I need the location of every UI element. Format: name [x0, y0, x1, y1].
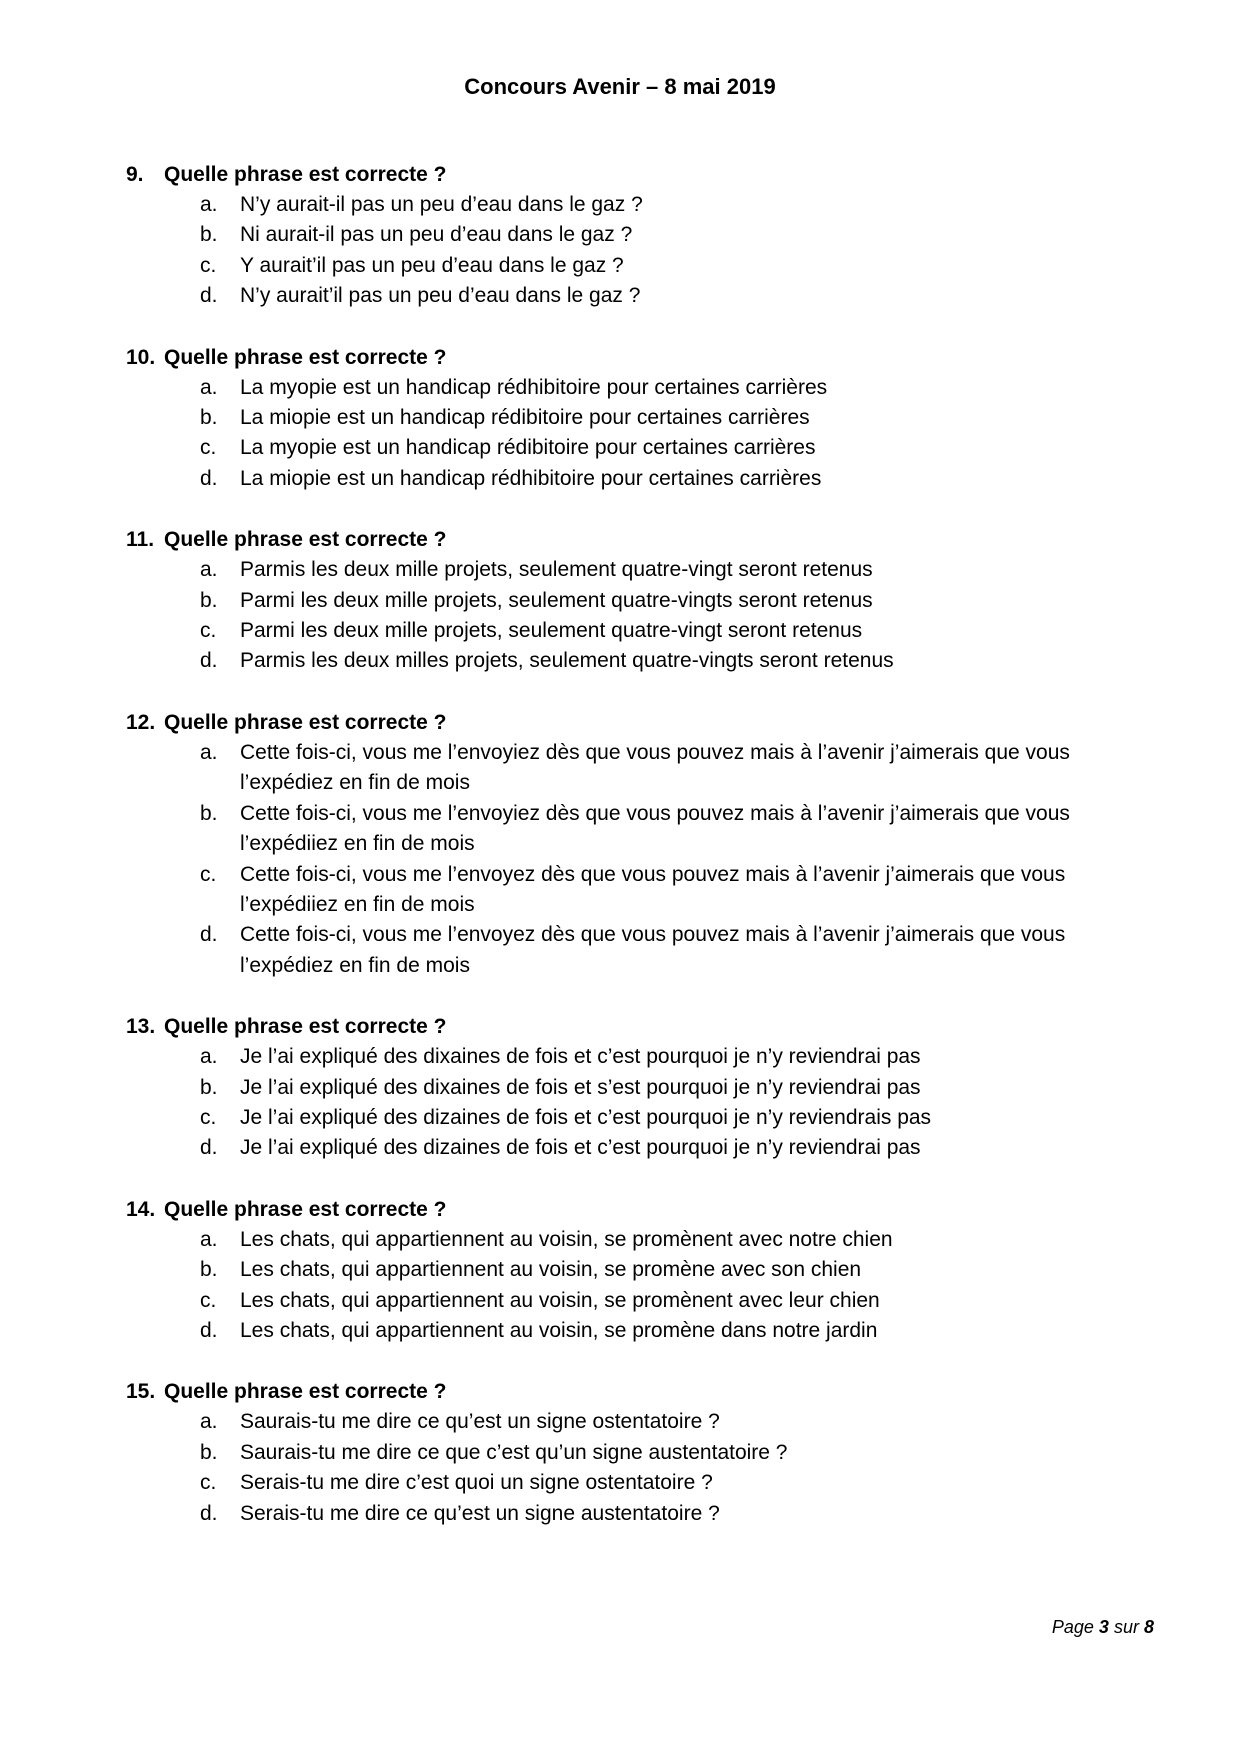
- question-title: [126, 1012, 1136, 1042]
- option-c: [126, 616, 1136, 646]
- question-title: [126, 708, 1136, 738]
- option-b: [126, 1255, 1136, 1285]
- option-letter: b.: [200, 223, 218, 247]
- question-number: 9.: [126, 163, 144, 186]
- option-letter: d.: [200, 1318, 218, 1342]
- option-d: [126, 1316, 1136, 1346]
- question-title: [126, 1377, 1136, 1407]
- question-text: Quelle phrase est correcte ?: [164, 1380, 447, 1404]
- option-letter: a.: [200, 1410, 218, 1434]
- option-letter: d.: [200, 649, 218, 673]
- option-c: [126, 251, 1136, 281]
- question-number: 12.: [126, 710, 156, 734]
- option-a: [126, 373, 1136, 403]
- option-letter: b.: [200, 1075, 218, 1099]
- question-number: 10.: [126, 345, 156, 369]
- option-text: Les chats, qui appartiennent au voisin, se promènent avec notre chien: [240, 1227, 893, 1251]
- option-text: Je l’ai expliqué des dixaines de fois et s’est pourquoi je n’y reviendrai pas: [240, 1075, 921, 1099]
- option-text: Je l’ai expliqué des dizaines de fois et c’est pourquoi je n’y reviendrai pas: [240, 1136, 921, 1160]
- option-a: [126, 555, 1136, 585]
- option-text: Saurais-tu me dire ce qu’est un signe ostentatoire ?: [240, 1410, 720, 1434]
- question-number: 11.: [126, 528, 155, 552]
- option-text: Les chats, qui appartiennent au voisin, se promènent avec leur chien: [240, 1288, 880, 1312]
- option-letter: a.: [200, 193, 218, 216]
- question-15: [126, 1377, 1136, 1529]
- option-c: [126, 1286, 1136, 1316]
- option-letter: c.: [200, 436, 217, 460]
- option-a: [126, 1407, 1136, 1437]
- question-title: [126, 1195, 1136, 1225]
- option-c: [126, 433, 1136, 463]
- question-10: [126, 343, 1136, 495]
- question-12: [126, 708, 1136, 981]
- option-text: N’y aurait-il pas un peu d’eau dans le gaz ?: [240, 193, 643, 216]
- option-text: Parmis les deux mille projets, seulement quatre-vingt seront retenus: [240, 558, 873, 582]
- question-text: Quelle phrase est correcte ?: [164, 1015, 447, 1039]
- option-letter: b.: [200, 1440, 218, 1464]
- option-b: [126, 586, 1136, 616]
- option-letter: c.: [200, 253, 217, 277]
- option-text: Les chats, qui appartiennent au voisin, se promène dans notre jardin: [240, 1318, 878, 1342]
- question-text: Quelle phrase est correcte ?: [164, 345, 447, 369]
- question-number: 15.: [126, 1380, 156, 1404]
- question-text: Quelle phrase est correcte ?: [164, 163, 447, 186]
- option-letter: d.: [200, 1501, 218, 1525]
- option-d: [126, 464, 1136, 494]
- option-a: [126, 190, 1136, 220]
- option-letter: a.: [200, 558, 218, 582]
- question-number: 13.: [126, 1015, 156, 1039]
- option-d: [126, 1499, 1136, 1529]
- question-text: Quelle phrase est correcte ?: [164, 528, 447, 552]
- option-letter: a.: [200, 1045, 218, 1069]
- option-b: [126, 799, 1136, 860]
- option-b: [126, 220, 1136, 250]
- option-letter: a.: [200, 740, 218, 764]
- option-text: Saurais-tu me dire ce que c’est qu’un signe austentatoire ?: [240, 1440, 788, 1464]
- option-text: La miopie est un handicap rédibitoire pour certaines carrières: [240, 406, 810, 430]
- option-a: [126, 1042, 1136, 1072]
- option-text: Y aurait’il pas un peu d’eau dans le gaz ?: [240, 253, 624, 277]
- option-letter: c.: [200, 619, 217, 643]
- option-letter: c.: [200, 1471, 217, 1495]
- question-13: [126, 1012, 1136, 1164]
- option-text: N’y aurait’il pas un peu d’eau dans le gaz ?: [240, 284, 641, 308]
- option-d: [126, 1133, 1136, 1163]
- option-text: La miopie est un handicap rédhibitoire pour certaines carrières: [240, 466, 822, 490]
- option-letter: d.: [200, 284, 218, 308]
- option-c: [126, 1103, 1136, 1133]
- option-c: [126, 1468, 1136, 1498]
- option-text: Ni aurait-il pas un peu d’eau dans le gaz ?: [240, 223, 633, 247]
- option-text: Serais-tu me dire ce qu’est un signe austentatoire ?: [240, 1501, 720, 1525]
- option-text: Parmis les deux milles projets, seulement quatre-vingts seront retenus: [240, 649, 894, 673]
- option-text: La myopie est un handicap rédhibitoire pour certaines carrières: [240, 375, 828, 399]
- option-letter: a.: [200, 1227, 218, 1251]
- question-list: [126, 160, 1136, 1560]
- option-a: [126, 1225, 1136, 1255]
- option-letter: d.: [200, 1136, 218, 1160]
- option-text: Cette fois-ci, vous me l’envoyiez dès que vous pouvez mais à l’avenir j’aimerais que vous l’expédiiez en fin de mois: [240, 801, 1076, 856]
- question-text: Quelle phrase est correcte ?: [164, 710, 447, 734]
- option-d: [126, 646, 1136, 676]
- page-number: [1052, 1615, 1154, 1639]
- option-d: [126, 920, 1136, 981]
- option-b: [126, 403, 1136, 433]
- option-letter: c.: [200, 862, 217, 886]
- option-text: Parmi les deux mille projets, seulement quatre-vingts seront retenus: [240, 588, 873, 612]
- option-letter: d.: [200, 466, 218, 490]
- option-text: Serais-tu me dire c’est quoi un signe ostentatoire ?: [240, 1471, 713, 1495]
- question-11: [126, 525, 1136, 677]
- option-letter: c.: [200, 1105, 217, 1129]
- option-text: Parmi les deux mille projets, seulement quatre-vingt seront retenus: [240, 619, 863, 643]
- option-text: Cette fois-ci, vous me l’envoyez dès que vous pouvez mais à l’avenir j’aimerais que vous l’expédiiez en fin de mois: [240, 862, 1072, 916]
- question-text: Quelle phrase est correcte ?: [164, 1197, 447, 1221]
- option-text: Cette fois-ci, vous me l’envoyiez dès que vous pouvez mais à l’avenir j’aimerais que vous l’expédiez en fin de mois: [240, 740, 1076, 795]
- page-word: Page: [1051, 1617, 1094, 1637]
- option-letter: c.: [200, 1288, 217, 1312]
- page-title: Concours Avenir – 8 mai 2019: [464, 74, 776, 99]
- option-text: La myopie est un handicap rédibitoire pour certaines carrières: [240, 436, 816, 460]
- question-title: [126, 343, 1136, 373]
- page-total: 8: [1143, 1617, 1154, 1637]
- option-c: [126, 860, 1136, 921]
- page-current: 3: [1098, 1617, 1109, 1637]
- option-letter: d.: [200, 923, 218, 947]
- option-letter: b.: [200, 801, 218, 825]
- option-text: Je l’ai expliqué des dizaines de fois et c’est pourquoi je n’y reviendrais pas: [240, 1105, 932, 1129]
- option-d: [126, 281, 1136, 311]
- option-text: Cette fois-ci, vous me l’envoyez dès que vous pouvez mais à l’avenir j’aimerais que vous l’expédiez en fin de mois: [240, 923, 1072, 977]
- option-letter: b.: [200, 588, 218, 612]
- option-a: [126, 738, 1136, 799]
- page-separator: sur: [1113, 1617, 1139, 1637]
- option-text: Je l’ai expliqué des dixaines de fois et c’est pourquoi je n’y reviendrai pas: [240, 1045, 921, 1069]
- question-9: [126, 160, 1136, 312]
- option-b: [126, 1073, 1136, 1103]
- question-title: [126, 160, 1136, 190]
- option-letter: b.: [200, 406, 218, 430]
- option-text: Les chats, qui appartiennent au voisin, se promène avec son chien: [240, 1258, 862, 1282]
- option-b: [126, 1438, 1136, 1468]
- question-title: [126, 525, 1136, 555]
- question-14: [126, 1195, 1136, 1347]
- question-number: 14.: [126, 1197, 156, 1221]
- option-letter: b.: [200, 1258, 218, 1282]
- option-letter: a.: [200, 375, 218, 399]
